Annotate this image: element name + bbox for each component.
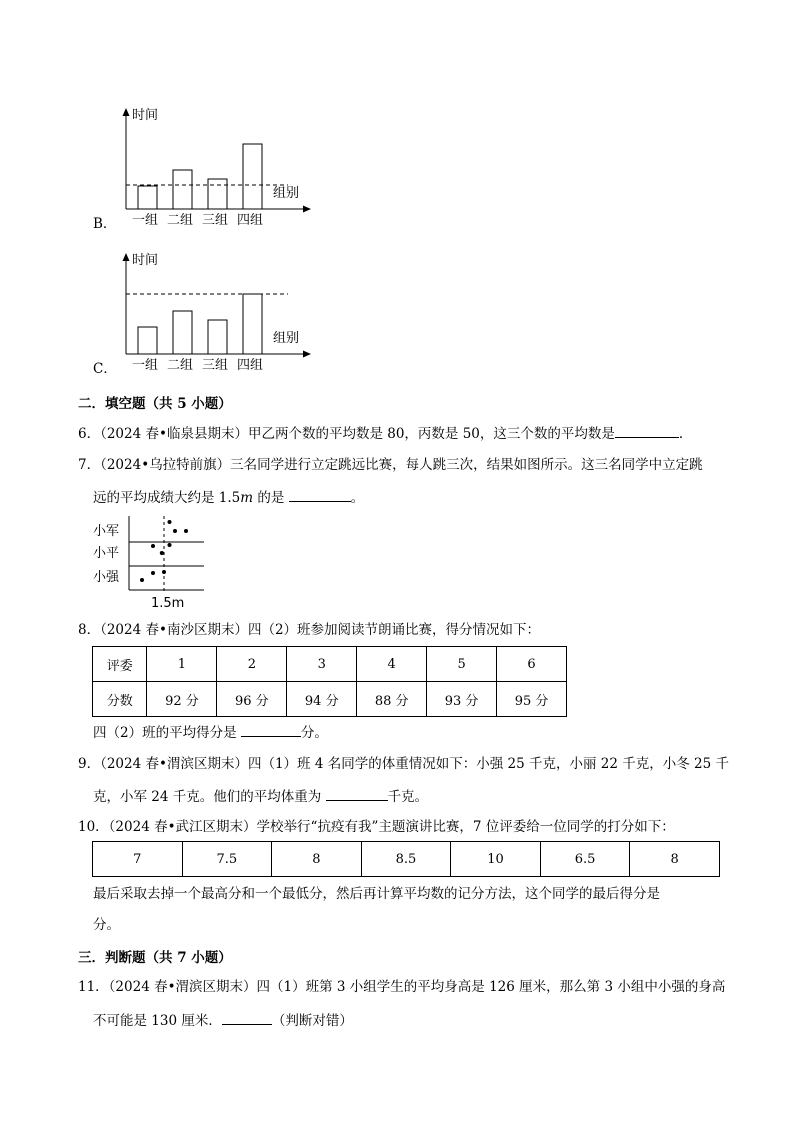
data-point xyxy=(151,544,155,548)
reference-label: 1.5m xyxy=(151,596,185,611)
question-7-line-1: 7．（2024•乌拉特前旗）三名同学进行立定跳远比赛，每人跳三次，结果如图所示。这三名同学中立定跳 xyxy=(78,457,703,473)
bar xyxy=(138,327,157,354)
table-cell: 92 分 xyxy=(147,682,217,717)
table-cell: 6.5 xyxy=(540,842,630,877)
table-cell: 6 xyxy=(497,647,567,682)
question-11-line-2: 不可能是 130 厘米． （判断对错） xyxy=(93,1010,353,1031)
data-point xyxy=(160,551,164,555)
bar xyxy=(208,179,227,209)
table-cell: 8 xyxy=(630,842,720,877)
x-tick-label: 四组 xyxy=(237,358,264,372)
table-cell: 8 xyxy=(272,842,362,877)
table-cell: 3 xyxy=(287,647,357,682)
bar-chart-option-b xyxy=(118,102,318,227)
table-cell: 88 分 xyxy=(357,682,427,717)
score-table-q8 xyxy=(92,646,567,717)
table-cell: 7.5 xyxy=(182,842,272,877)
data-point xyxy=(184,529,188,533)
table-row xyxy=(93,842,720,877)
bar xyxy=(138,186,157,209)
bar xyxy=(173,170,192,209)
data-point xyxy=(173,529,177,533)
x-tick-label: 一组 xyxy=(132,358,159,372)
x-tick-label: 一组 xyxy=(132,213,159,227)
y-axis-arrow xyxy=(123,108,130,116)
table-cell: 4 xyxy=(357,647,427,682)
table-cell: 分数 xyxy=(93,682,147,717)
x-tick-label: 二组 xyxy=(167,358,194,372)
table-cell: 93 分 xyxy=(427,682,497,717)
question-9-line-1: 9．（2024 春•渭滨区期末）四（1）班 4 名同学的体重情况如下：小强 25 千克，小丽 22 千克，小冬 25 千 xyxy=(78,756,729,772)
x-axis-label: 组别 xyxy=(273,331,300,346)
x-axis-label: 组别 xyxy=(273,186,300,201)
row-label: 小军 xyxy=(93,524,120,539)
data-point xyxy=(168,543,172,547)
y-axis-label: 时间 xyxy=(132,108,159,123)
answer-blank[interactable] xyxy=(289,487,351,502)
question-11-line-1: 11．（2024 春•渭滨区期末）四（1）班第 3 小组学生的平均身高是 126 厘米，那么第 3 小组中小强的身高 xyxy=(78,979,726,995)
x-tick-label: 四组 xyxy=(237,213,264,227)
option-b-label: B． xyxy=(93,216,117,232)
table-cell: 1 xyxy=(147,647,217,682)
question-8-line-1: 8．（2024 春•南沙区期末）四（2）班参加阅读节朗诵比赛，得分情况如下： xyxy=(78,622,541,638)
row-label: 小平 xyxy=(93,546,120,561)
table-cell: 8.5 xyxy=(361,842,451,877)
table-cell: 评委 xyxy=(93,647,147,682)
data-point xyxy=(151,571,155,575)
question-10-line-2: 最后采取去掉一个最高分和一个最低分，然后再计算平均数的记分方法，这个同学的最后得分是 xyxy=(93,886,660,902)
question-9-line-2: 克，小军 24 千克。他们的平均体重为 千克。 xyxy=(93,786,428,807)
section-heading-fill: 二．填空题（共 5 小题） xyxy=(78,396,232,412)
bar xyxy=(173,311,192,354)
bar xyxy=(243,294,262,354)
x-axis-arrow xyxy=(303,351,311,358)
table-cell: 95 分 xyxy=(497,682,567,717)
bar-chart-option-c xyxy=(118,247,318,372)
x-tick-label: 二组 xyxy=(167,213,194,227)
table-cell: 2 xyxy=(217,647,287,682)
question-6: 6．（2024 春•临泉县期末）甲乙两个数的平均数是 80，丙数是 50，这三个数的平均数是 ． xyxy=(78,423,692,444)
data-point xyxy=(168,520,172,524)
question-text: 6．（2024 春•临泉县期末）甲乙两个数的平均数是 80，丙数是 50，这三个数的平均数是 xyxy=(78,426,615,442)
long-jump-dot-plot xyxy=(92,514,222,614)
answer-blank[interactable] xyxy=(241,722,301,737)
table-row xyxy=(93,682,567,717)
x-axis-arrow xyxy=(303,206,311,213)
option-c-label: C． xyxy=(93,361,117,377)
table-cell: 7 xyxy=(93,842,183,877)
score-table-q10 xyxy=(92,841,720,877)
question-7-line-2: 远的平均成绩大约是 1.5m 的是 。 xyxy=(93,487,364,508)
bar xyxy=(208,320,227,354)
table-cell: 5 xyxy=(427,647,497,682)
table-cell: 96 分 xyxy=(217,682,287,717)
data-point xyxy=(140,578,144,582)
table-cell: 94 分 xyxy=(287,682,357,717)
row-label: 小强 xyxy=(93,570,120,585)
x-tick-label: 三组 xyxy=(202,213,229,227)
answer-blank[interactable] xyxy=(222,1010,272,1025)
x-tick-label: 三组 xyxy=(202,358,229,372)
question-10-line-1: 10．（2024 春•武江区期末）学校举行“抗疫有我”主题演讲比赛，7 位评委给一位同学的打分如下： xyxy=(78,819,675,835)
table-cell: 10 xyxy=(451,842,541,877)
y-axis-label: 时间 xyxy=(132,253,159,268)
table-row xyxy=(93,647,567,682)
y-axis-arrow xyxy=(123,253,130,261)
question-10-line-3: 分。 xyxy=(93,917,120,933)
data-point xyxy=(162,570,166,574)
question-8-answer-line: 四（2）班的平均得分是 分。 xyxy=(93,722,328,743)
answer-blank[interactable] xyxy=(615,423,679,438)
answer-blank[interactable] xyxy=(326,786,388,801)
bar xyxy=(243,144,262,209)
section-heading-judge: 三．判断题（共 7 小题） xyxy=(78,950,232,966)
